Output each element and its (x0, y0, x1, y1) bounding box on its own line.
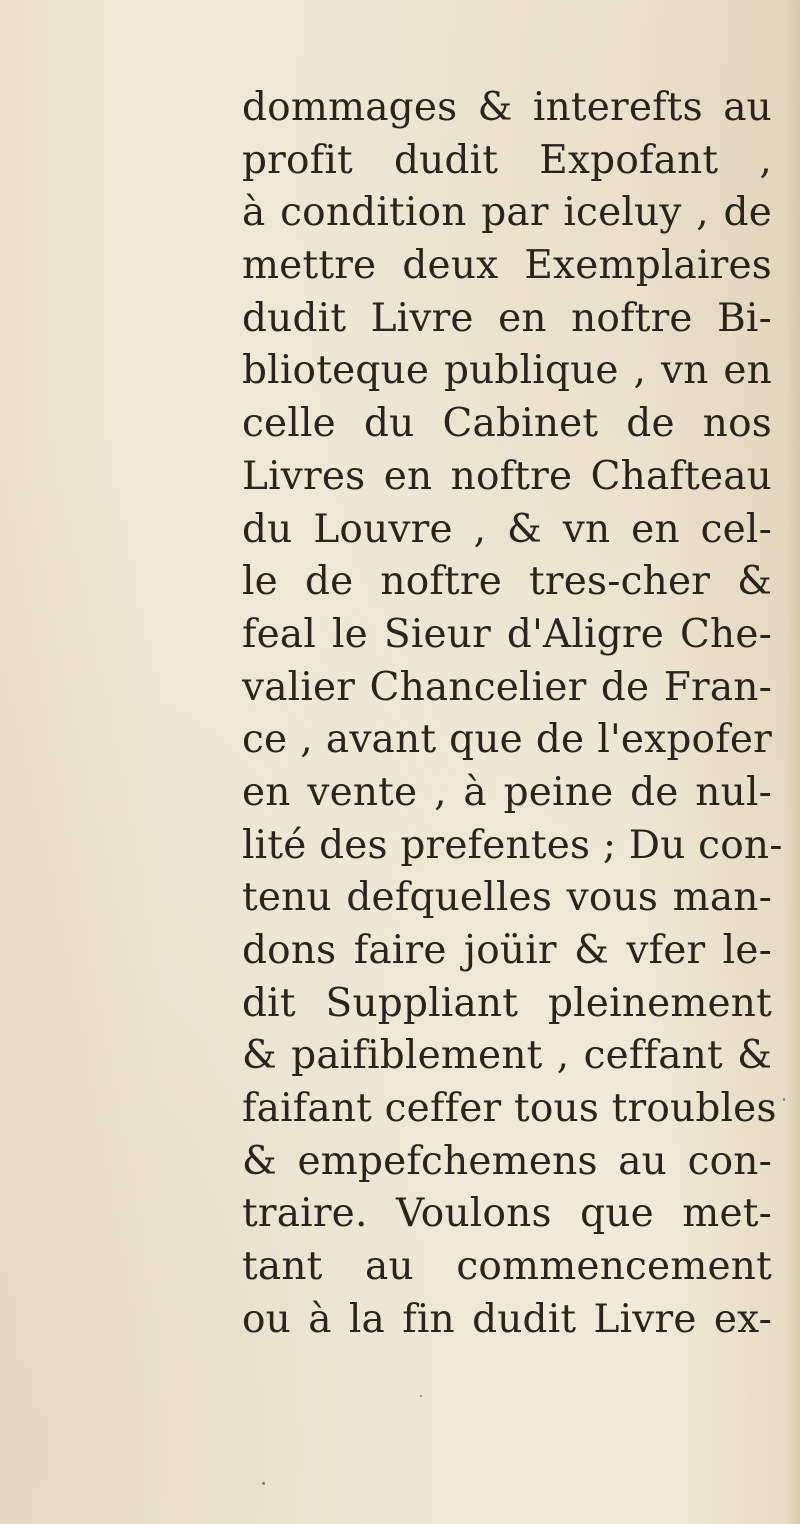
text-line: lité des prefentes ; Du con- (242, 822, 783, 868)
text-line: tant au commencement (242, 1244, 772, 1290)
page-edge-shadow (786, 0, 800, 1524)
text-line: Livres en noftre Chafteau (242, 453, 772, 499)
ink-speck (783, 1098, 785, 1101)
text-line: & paifiblement , ceffant & (242, 1033, 772, 1079)
text-line: dons faire joüir & vfer le- (242, 928, 772, 973)
text-line: & empefchemens au con- (242, 1138, 772, 1184)
text-line: à condition par iceluy , de (242, 190, 772, 236)
text-line: ce , avant que de l'expofer (242, 717, 772, 763)
text-line: du Louvre , & vn en cel- (242, 506, 772, 552)
text-line: le de noftre tres-cher & (242, 559, 772, 605)
text-line: ou à la fin dudit Livre ex- (242, 1296, 772, 1342)
text-line: faifant ceffer tous troubles (242, 1086, 777, 1132)
body-text (242, 82, 783, 1347)
text-line: traire. Voulons que met- (242, 1191, 772, 1237)
ink-speck (420, 1395, 422, 1397)
text-line: valier Chancelier de Fran- (242, 664, 772, 710)
text-line: blioteque publique , vn en (242, 348, 772, 394)
text-line: dudit Livre en noftre Bi- (242, 295, 772, 341)
text-line: mettre deux Exemplaires (242, 243, 772, 289)
text-line: profit dudit Expofant , (242, 137, 772, 183)
ink-speck (262, 1482, 265, 1485)
text-line: feal le Sieur d'Aligre Che- (242, 611, 772, 657)
text-line: dit Suppliant pleinement (242, 980, 772, 1026)
text-line: dommages & interefts au (242, 85, 772, 130)
text-line: tenu defquelles vous man- (242, 875, 772, 921)
text-line: en vente , à peine de nul- (242, 769, 772, 815)
text-line: celle du Cabinet de nos (242, 401, 772, 447)
